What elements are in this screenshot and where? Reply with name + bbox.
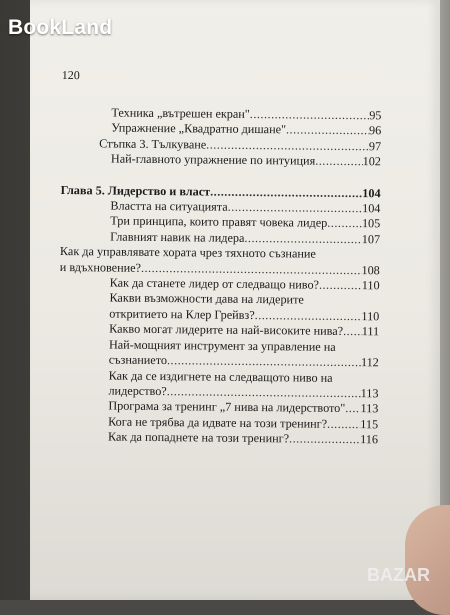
toc-leader-dots (255, 308, 362, 325)
toc-page-number: 115 (360, 416, 379, 432)
toc-page-number: 95 (369, 108, 382, 123)
toc-entry-title: Програма за тренинг „7 нива на лидерството" (108, 398, 346, 416)
toc-entry-title: и вдъхновение? (59, 259, 142, 275)
toc-page-number: 104 (362, 185, 381, 200)
toc-entry-title: Властта на ситуацията (110, 198, 228, 214)
toc-entry-title: Главният навик на лидера (110, 229, 245, 245)
toc-page-number: 104 (362, 201, 381, 216)
toc-entry-title: лидерство? (108, 383, 167, 399)
toc-entry-title: Най-мощният инструмент за управление на (108, 337, 336, 354)
toc-entry-title: Как да се издигнете на следващото ниво на (108, 368, 333, 385)
bookland-watermark: BookLand (8, 16, 113, 39)
toc-leader-dots (210, 184, 362, 201)
toc-entry-title: Глава 5. Лидерство и власт (60, 182, 211, 199)
toc-page-number: 110 (361, 278, 380, 293)
toc-content (58, 58, 382, 448)
toc-leader-dots (286, 123, 369, 139)
toc-page-number: 116 (360, 432, 379, 447)
toc-leader-dots (343, 324, 362, 340)
toc-page-number: 111 (361, 324, 380, 339)
toc-entry-title: Стъпка 3. Тълкуване (99, 136, 207, 152)
toc-entry-title: Какво могат лидерите на най-високите нива? (109, 321, 344, 339)
toc-leader-dots (315, 154, 363, 170)
toc-leader-dots (244, 231, 362, 248)
toc-entry-title: Как да попаднете на този тренинг? (107, 429, 290, 446)
toc-page-number: 105 (361, 216, 381, 231)
toc-page-number: 97 (368, 139, 382, 154)
toc-leader-dots (289, 432, 360, 448)
toc-entry-title: Как да управлявате хората чрез тяхното съзнание (59, 244, 316, 261)
toc-leader-dots (228, 200, 363, 217)
table-of-contents (58, 105, 382, 448)
toc-leader-dots (206, 137, 369, 154)
toc-page-number: 102 (362, 154, 382, 169)
bazar-watermark: BAZAR (367, 565, 430, 585)
toc-entry-title: Какви възможности дава на лидерите (109, 290, 304, 308)
toc-page-number: 107 (361, 231, 381, 247)
hand (405, 505, 450, 615)
toc-entry-title: Как да станете лидер от следващо ниво? (109, 275, 320, 292)
toc-entry-title: съзнанието (108, 352, 168, 368)
toc-page-number: 113 (360, 401, 379, 416)
toc-page-number: 96 (368, 123, 382, 138)
toc-entry-title: Три принципа, които правят човека лидер (110, 213, 328, 231)
toc-entry-title: Най-главното упражнение по интуиция (110, 151, 316, 168)
toc-leader-dots (319, 278, 362, 294)
toc-entry-title: откритието на Клер Грейвз? (109, 306, 255, 322)
toc-leader-dots (327, 216, 362, 232)
toc-entry-title: Кога не трябва да идвате на този тренинг? (108, 414, 328, 431)
toc-page-number: 108 (361, 262, 380, 277)
toc-page-number: 113 (360, 386, 379, 401)
toc-page-number: 110 (361, 309, 380, 324)
page-number: 120 (61, 67, 80, 83)
toc-entry-title: Техника „вътрешен екран" (111, 105, 250, 121)
toc-leader-dots (250, 107, 370, 124)
toc-page-number: 112 (360, 355, 379, 370)
toc-leader-dots (327, 417, 360, 433)
toc-entry-title: Упражнение „Квадратно дишане" (111, 120, 287, 137)
toc-leader-dots (345, 401, 360, 417)
